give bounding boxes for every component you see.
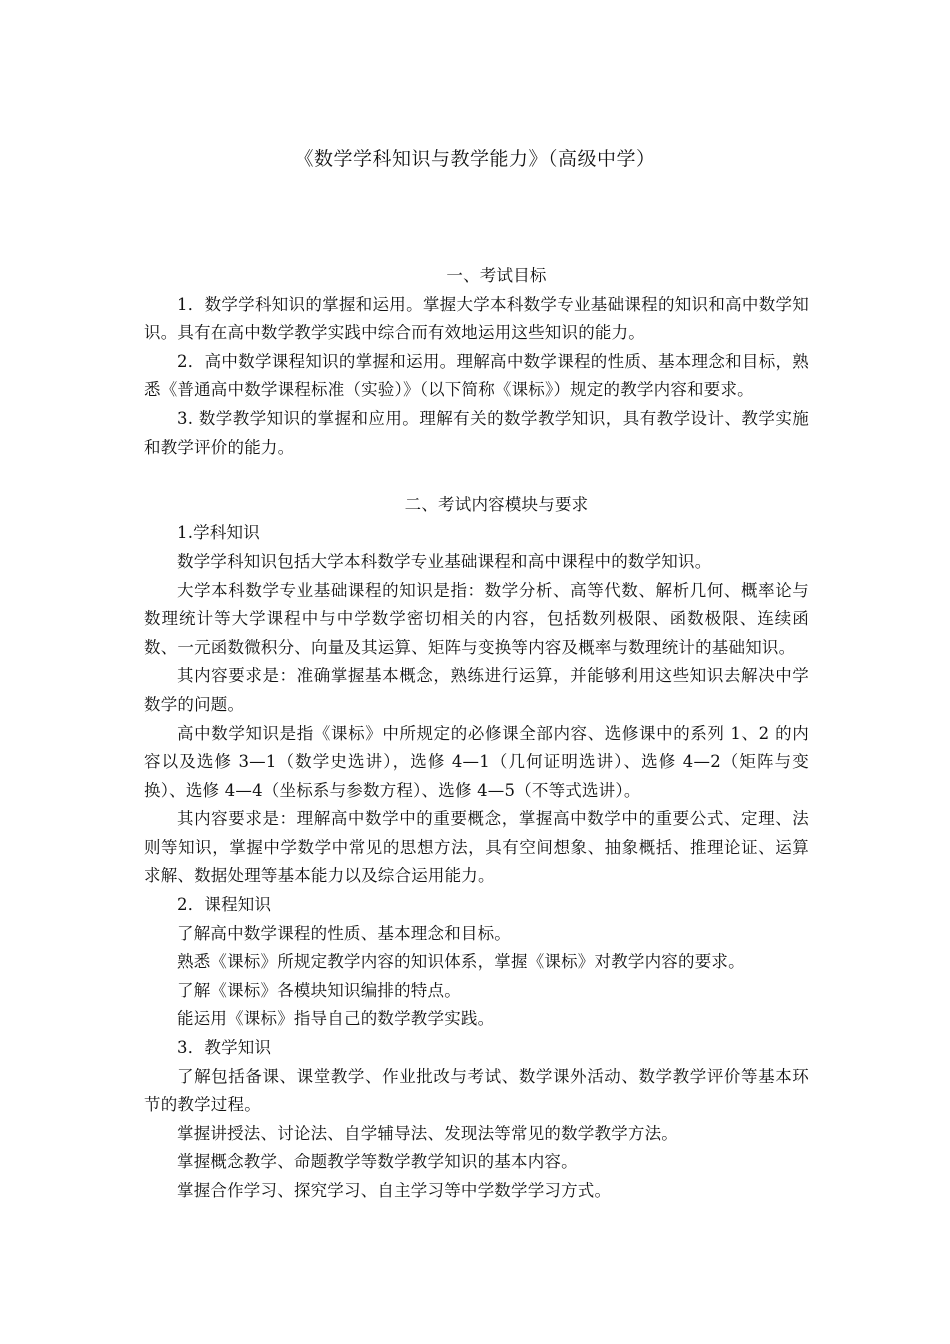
document-body [144,262,809,1206]
subsection-heading-subject-knowledge: 1.学科知识 [177,523,260,543]
paragraph: 3. 数学教学知识的掌握和应用。理解有关的数学教学知识，具有教学设计、教学实施和教学评价的能力。 [144,408,809,457]
paragraph: 熟悉《课标》所规定教学内容的知识体系，掌握《课标》对教学内容的要求。 [177,952,745,972]
paragraph: 掌握讲授法、讨论法、自学辅导法、发现法等常见的数学教学方法。 [177,1123,678,1143]
paragraph: 其内容要求是：准确掌握基本概念，熟练进行运算，并能够利用这些知识去解决中学数学的问题。 [144,666,809,714]
paragraph: 掌握合作学习、探究学习、自主学习等中学数学学习方式。 [177,1181,612,1200]
section-spacer [144,462,809,491]
document-title: 《数学学科知识与教学能力》（高级中学） [294,148,656,170]
subsection-heading-course-knowledge: 2．课程知识 [177,895,272,915]
paragraph: 了解包括备课、课堂教学、作业批改与考试、数学课外活动、数学教学评价等基本环节的教学过程。 [144,1066,809,1115]
paragraph: 大学本科数学专业基础课程的知识是指：数学分析、高等代数、解析几何、概率论与数理统计等大学课程中与中学数学密切相关的内容，包括数列极限、函数极限、连续函数、一元函数微积分、向量及其运算、矩阵与变换等内容及概率与数理统计的基础知识。 [144,580,809,657]
paragraph: 数学学科知识包括大学本科数学专业基础课程和高中课程中的数学知识。 [177,551,712,571]
paragraph: 了解高中数学课程的性质、基本理念和目标。 [177,923,511,943]
paragraph: 1．数学学科知识的掌握和运用。掌握大学本科数学专业基础课程的知识和高中数学知识。具有在高中数学教学实践中综合而有效地运用这些知识的能力。 [144,294,809,343]
paragraph: 高中数学知识是指《课标》中所规定的必修课全部内容、选修课中的系列 1、2 的内容以及选修 3—1（数学史选讲），选修 4—1（几何证明选讲）、选修 4—2（矩阵与变换）、选修 4—4（坐标系与参数方程）、选修 4—5（不等式选讲）。 [144,723,809,800]
subsection-heading-teaching-knowledge: 3．教学知识 [177,1038,272,1058]
paragraph: 掌握概念教学、命题教学等数学教学知识的基本内容。 [177,1152,578,1172]
paragraph: 其内容要求是：理解高中数学中的重要概念，掌握高中数学中的重要公式、定理、法则等知识，掌握中学数学中常见的思想方法，具有空间想象、抽象概括、推理论证、运算求解、数据处理等基本能力以及综合运用能力。 [144,809,809,886]
section-heading-exam-goals: 一、考试目标 [446,266,547,285]
paragraph: 了解《课标》各模块知识编排的特点。 [177,980,461,1000]
section-heading-exam-content: 二、考试内容模块与要求 [404,494,589,514]
paragraph: 能运用《课标》指导自己的数学教学实践。 [177,1009,495,1029]
paragraph: 2．高中数学课程知识的掌握和运用。理解高中数学课程的性质、基本理念和目标，熟悉《普通高中数学课程标准（实验）》（以下简称《课标》）规定的教学内容和要求。 [144,351,809,400]
